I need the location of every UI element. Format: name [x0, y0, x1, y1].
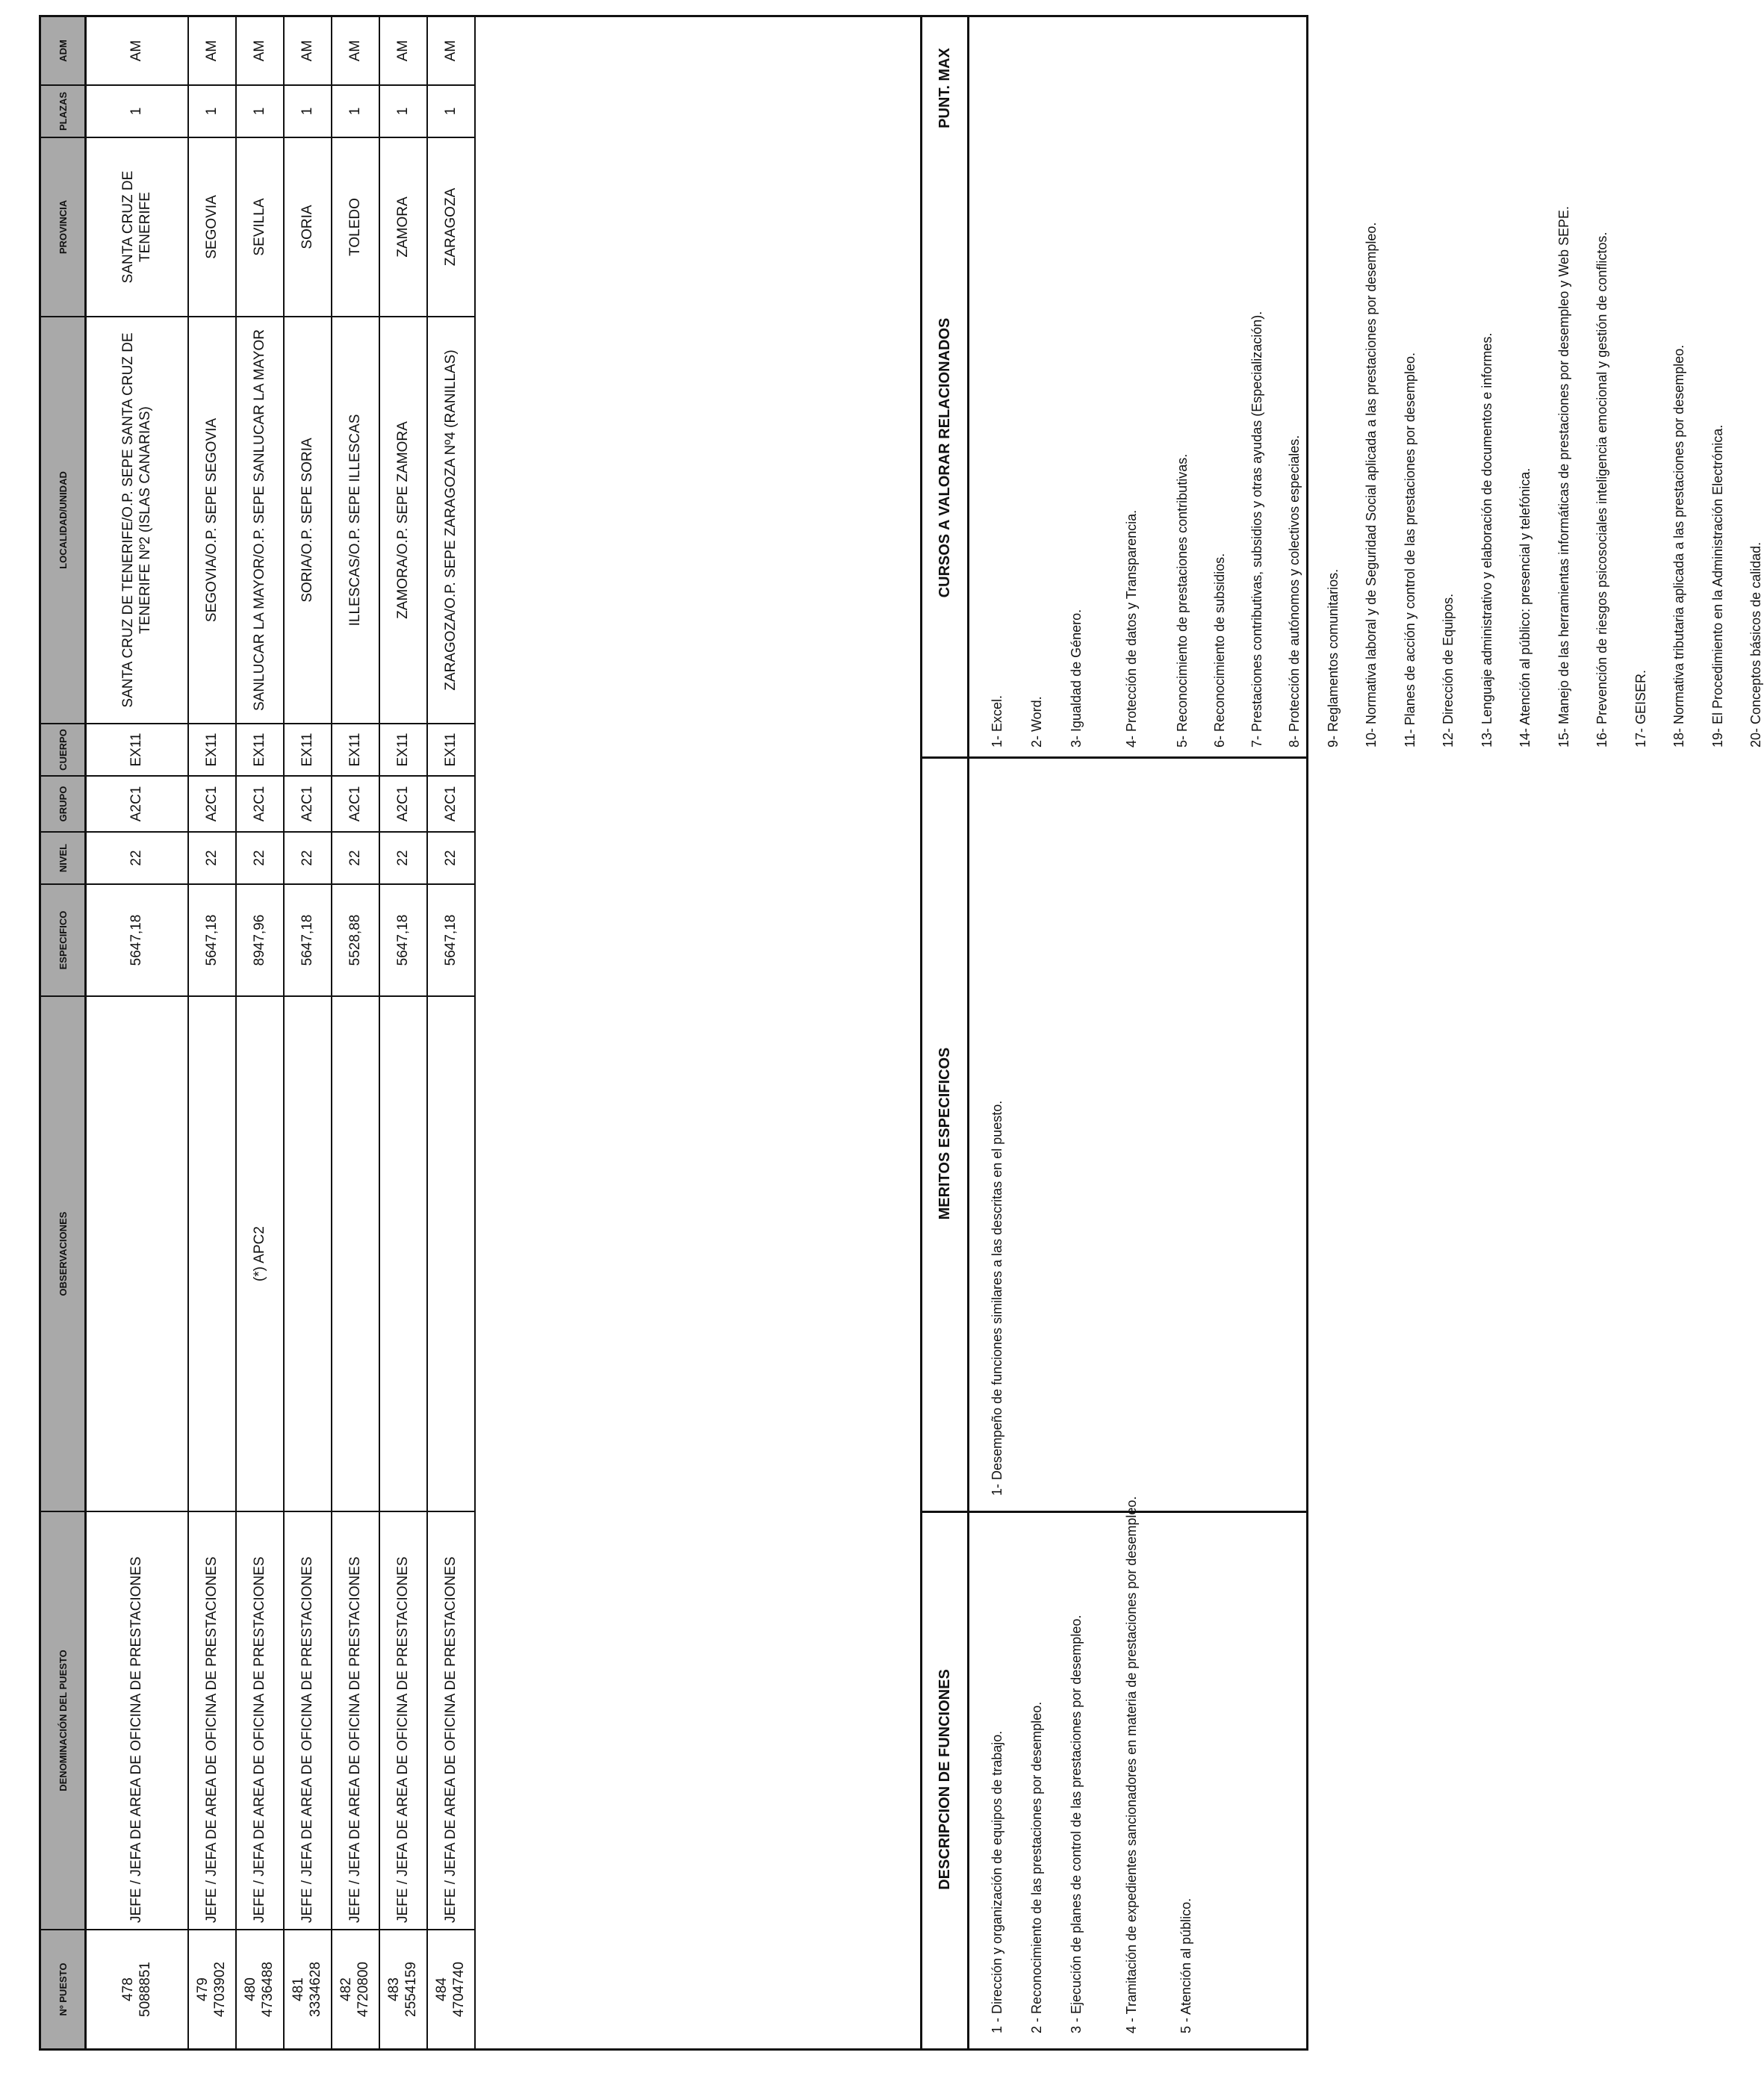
- column-divider: [922, 1511, 1306, 1513]
- especifico-cell: 5647,18: [189, 883, 235, 995]
- plazas-cell: 1: [189, 84, 235, 137]
- cuerpo-cell: EX11: [189, 723, 235, 775]
- header-plazas: PLAZAS: [41, 84, 84, 137]
- section-divider: [967, 17, 969, 2048]
- especifico-cell: 5647,18: [285, 883, 331, 995]
- list-item: 8- Protección de autónomos y colectivos especiales.: [1287, 435, 1302, 748]
- list-item: 11- Planes de acción y control de las prestaciones por desempleo.: [1403, 352, 1417, 748]
- list-item: 9- Reglamentos comunitarios.: [1326, 568, 1341, 748]
- column-divider: [922, 756, 1306, 759]
- especifico-cell: 8947,96: [237, 883, 283, 995]
- section-headings: [922, 17, 967, 2048]
- puesto-number: 484 4704740: [428, 1929, 474, 2048]
- table-header: [41, 17, 87, 2048]
- cuerpo-cell: EX11: [428, 723, 474, 775]
- list-item: 15- Manejo de las herramientas informáticas de prestaciones por desempleo y Web SEPE.: [1556, 205, 1571, 748]
- meritos-list: [975, 764, 1296, 1496]
- provincia-cell: SEGOVIA: [189, 137, 235, 316]
- denominacion-cell: JEFE / JEFA DE AREA DE OFICINA DE PRESTACIONES: [428, 1511, 474, 1929]
- header-especifico: ESPECIFICO: [41, 883, 84, 995]
- denominacion-cell: JEFE / JEFA DE AREA DE OFICINA DE PRESTACIONES: [87, 1511, 187, 1929]
- puesto-number: 479 4703902: [189, 1929, 235, 2048]
- provincia-cell: SEVILLA: [237, 137, 283, 316]
- cuerpo-cell: EX11: [332, 723, 379, 775]
- list-item: 19- El Procedimiento en la Administración Electrónica.: [1710, 424, 1725, 748]
- list-item: 2- Word.: [1029, 696, 1044, 748]
- adm-cell: AM: [203, 40, 220, 62]
- list-item: 3- Igualdad de Género.: [1069, 609, 1084, 748]
- list-item: 16- Prevención de riesgos psicosociales inteligencia emocional y gestión de conflictos.: [1594, 231, 1609, 748]
- denominacion-cell: JEFE / JEFA DE AREA DE OFICINA DE PRESTACIONES: [189, 1511, 235, 1929]
- localidad-cell: SANTA CRUZ DE TENERIFE/O.P. SEPE SANTA CRUZ DE TENERIFE Nº2 (ISLAS CANARIAS): [87, 316, 187, 723]
- especifico-cell: 5647,18: [87, 883, 187, 995]
- list-item: 7- Prestaciones contributivas, subsidios y otras ayudas (Especialización).: [1249, 311, 1264, 748]
- localidad-cell: ILLESCAS/O.P. SEPE ILLESCAS: [332, 316, 379, 723]
- observaciones-cell: (*) APC2: [237, 995, 283, 1511]
- header-observaciones: OBSERVACIONES: [41, 995, 84, 1511]
- plazas-cell: 1: [428, 84, 474, 137]
- list-item: 2 - Reconocimiento de las prestaciones por desempleo.: [1029, 1701, 1044, 2033]
- plazas-cell: 1: [380, 84, 426, 137]
- nivel-cell: 22: [237, 831, 283, 883]
- list-item: 5 - Atención al público.: [1178, 1898, 1193, 2033]
- list-item: 18- Normativa tributaria aplicada a las prestaciones por desempleo.: [1671, 344, 1686, 748]
- nivel-cell: 22: [380, 831, 426, 883]
- adm-cell: AM: [347, 40, 363, 62]
- puesto-number: 480 4736488: [237, 1929, 283, 2048]
- grupo-cell: A2C1: [332, 775, 379, 831]
- observaciones-cell: [332, 995, 379, 1511]
- list-item: 17- GEISER.: [1633, 669, 1648, 748]
- header-cuerpo: CUERPO: [41, 723, 84, 775]
- list-item: 12- Dirección de Equipos.: [1441, 593, 1456, 748]
- puesto-number: 483 2554159: [380, 1929, 426, 2048]
- nivel-cell: 22: [428, 831, 474, 883]
- observaciones-cell: [87, 995, 187, 1511]
- list-item: 1 - Dirección y organización de equipos de trabajo.: [990, 1730, 1004, 2033]
- list-item: 1- Excel.: [990, 694, 1004, 748]
- table-row: [285, 17, 332, 2048]
- denominacion-cell: JEFE / JEFA DE AREA DE OFICINA DE PRESTACIONES: [332, 1511, 379, 1929]
- provincia-cell: SORIA: [285, 137, 331, 316]
- table-row: [87, 17, 189, 2048]
- plazas-cell: 1: [332, 84, 379, 137]
- table-row: [332, 17, 380, 2048]
- cursos-list: [975, 165, 1763, 748]
- header-grupo: GRUPO: [41, 775, 84, 831]
- table-row: [237, 17, 285, 2048]
- localidad-cell: SEGOVIA/O.P. SEPE SEGOVIA: [189, 316, 235, 723]
- nivel-cell: 22: [285, 831, 331, 883]
- list-item: 10- Normativa laboral y de Seguridad Social aplicada a las prestaciones por desempleo.: [1364, 222, 1379, 748]
- adm-cell: AM: [251, 40, 267, 62]
- grupo-cell: A2C1: [87, 775, 187, 831]
- plazas-cell: 1: [87, 84, 187, 137]
- localidad-cell: SORIA/O.P. SEPE SORIA: [285, 316, 331, 723]
- observaciones-cell: [428, 995, 474, 1511]
- provincia-cell: SANTA CRUZ DE TENERIFE: [87, 137, 187, 316]
- meritos-heading: MERITOS ESPECIFICOS: [936, 1047, 953, 1220]
- list-item: 13- Lenguaje administrativo y elaboración de documentos e informes.: [1479, 332, 1494, 748]
- localidad-cell: SANLUCAR LA MAYOR/O.P. SEPE SANLUCAR LA MAYOR: [237, 316, 283, 723]
- denominacion-cell: JEFE / JEFA DE AREA DE OFICINA DE PRESTACIONES: [237, 1511, 283, 1929]
- header-provincia: PROVINCIA: [41, 137, 84, 316]
- list-item: 3 - Ejecución de planes de control de las prestaciones por desempleo.: [1069, 1614, 1084, 2033]
- adm-cell: AM: [128, 40, 145, 62]
- list-item: 4- Protección de datos y Transparencia.: [1124, 509, 1139, 748]
- grupo-cell: A2C1: [285, 775, 331, 831]
- document-sheet: [39, 15, 1763, 2051]
- nivel-cell: 22: [332, 831, 379, 883]
- grupo-cell: A2C1: [428, 775, 474, 831]
- list-item: 14- Atención al público: presencial y telefónica.: [1518, 467, 1532, 748]
- grupo-cell: A2C1: [189, 775, 235, 831]
- cuerpo-cell: EX11: [285, 723, 331, 775]
- especifico-cell: 5647,18: [380, 883, 426, 995]
- adm-cell: AM: [442, 40, 459, 62]
- especifico-cell: 5647,18: [428, 883, 474, 995]
- especifico-cell: 5528,88: [332, 883, 379, 995]
- provincia-cell: ZAMORA: [380, 137, 426, 316]
- funciones-heading: DESCRIPCION DE FUNCIONES: [936, 1669, 953, 1890]
- grupo-cell: A2C1: [237, 775, 283, 831]
- observaciones-cell: [189, 995, 235, 1511]
- funciones-list: [975, 1496, 1296, 2033]
- puesto-number: 481 3334628: [285, 1929, 331, 2048]
- denominacion-cell: JEFE / JEFA DE AREA DE OFICINA DE PRESTACIONES: [380, 1511, 426, 1929]
- grupo-cell: A2C1: [380, 775, 426, 831]
- observaciones-cell: [285, 995, 331, 1511]
- puesto-number: 482 4720800: [332, 1929, 379, 2048]
- list-item: 5- Reconocimiento de prestaciones contributivas.: [1175, 453, 1190, 748]
- plazas-cell: 1: [285, 84, 331, 137]
- table-row: [189, 17, 237, 2048]
- header-num: Nº PUESTO: [41, 1929, 84, 2048]
- list-item: 6- Reconocimiento de subsidios.: [1212, 553, 1227, 748]
- adm-cell: AM: [299, 40, 315, 62]
- provincia-cell: ZARAGOZA: [428, 137, 474, 316]
- punt-max-heading: PUNT. MAX: [936, 48, 953, 128]
- list-item: 1- Desempeño de funciones similares a las descritas en el puesto.: [990, 1100, 1004, 1496]
- localidad-cell: ZARAGOZA/O.P. SEPE ZARAGOZA Nº4 (RANILLAS): [428, 316, 474, 723]
- header-localidad: LOCALIDAD/UNIDAD: [41, 316, 84, 723]
- denominacion-cell: JEFE / JEFA DE AREA DE OFICINA DE PRESTACIONES: [285, 1511, 331, 1929]
- plazas-cell: 1: [237, 84, 283, 137]
- table-row: [428, 17, 476, 2048]
- nivel-cell: 22: [189, 831, 235, 883]
- table-row: [380, 17, 428, 2048]
- nivel-cell: 22: [87, 831, 187, 883]
- list-item: 20- Conceptos básicos de calidad.: [1748, 541, 1763, 748]
- cursos-heading: CURSOS A VALORAR RELACIONADOS: [936, 317, 953, 598]
- puesto-number: 478 5088851: [87, 1929, 187, 2048]
- positions-table: [41, 17, 922, 2048]
- localidad-cell: ZAMORA/O.P. SEPE ZAMORA: [380, 316, 426, 723]
- details-section: [922, 17, 1763, 2048]
- header-adm: ADM: [57, 40, 69, 62]
- adm-cell: AM: [394, 40, 411, 62]
- header-denominacion: DENOMINACIÓN DEL PUESTO: [41, 1511, 84, 1929]
- cuerpo-cell: EX11: [87, 723, 187, 775]
- provincia-cell: TOLEDO: [332, 137, 379, 316]
- list-item: 4 - Tramitación de expedientes sancionadores en materia de prestaciones por desempleo.: [1124, 1496, 1139, 2033]
- cuerpo-cell: EX11: [237, 723, 283, 775]
- observaciones-cell: [380, 995, 426, 1511]
- header-nivel: NIVEL: [41, 831, 84, 883]
- cuerpo-cell: EX11: [380, 723, 426, 775]
